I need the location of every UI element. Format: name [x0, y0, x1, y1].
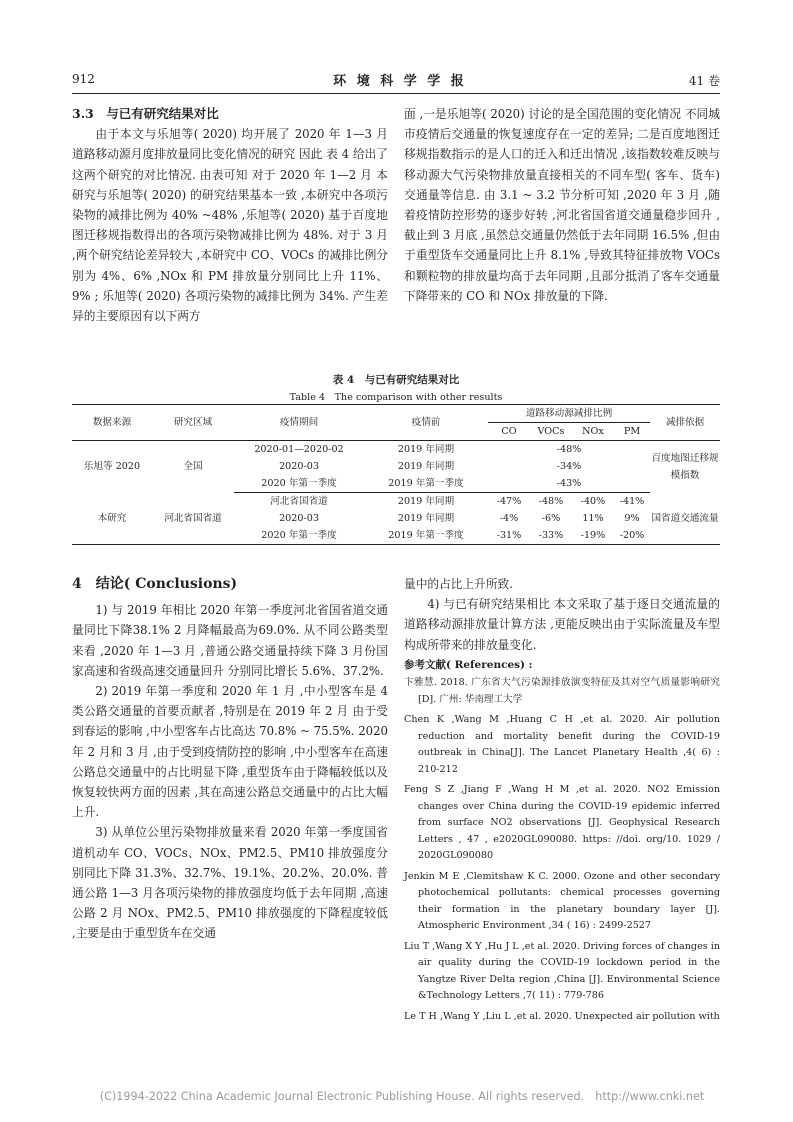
volume-label: 41 卷: [688, 74, 720, 88]
cell-co: -47%: [496, 496, 522, 507]
cell-pre: 2019 年同期: [397, 513, 455, 524]
cell-pm: -41%: [619, 496, 645, 507]
table-row: [72, 493, 720, 511]
table-caption-cn: 表 4 与已有研究结果对比: [332, 374, 460, 386]
conclusion-3: 3) 从单位公里污染物排放量来看 2020 年第一季度国省道机动车 CO、VOCs、NOx、PM2.5、PM10 排放强度分别同比下降 31.3%、32.7%、19.1%、20.2%、20.0%. 普通公路 1—3 月各项污染物的排放强度均低于去年同期 ,高速公路 2 月 NOx、PM2.5、PM10 排放强度的下降程度较低 ,主要是由于重型货车在交通: [72, 825, 388, 941]
header-reduction-group: 道路移动源减排比例: [488, 405, 650, 423]
cell-period: 2020 年第一季度: [234, 475, 364, 493]
right-column-top: [404, 104, 720, 306]
cell-basis: 百度地图迁移规模指数: [651, 452, 719, 481]
page-number: 912: [72, 72, 95, 86]
cell-nox: -40%: [580, 496, 606, 507]
header-nox: NOx: [572, 423, 614, 441]
right-column-bottom: [404, 574, 720, 1029]
cell-vocs: -6%: [541, 513, 561, 524]
cell-vocs: -33%: [530, 527, 572, 545]
header-source: 数据来源: [72, 405, 152, 441]
references-title: 参考文献( References) :: [404, 658, 533, 671]
conclusion-1: 1) 与 2019 年相比 2020 年第一季度河北省国省道交通量同比下降38.1% 2 月降幅最高为69.0%. 从不同公路类型来看 ,2020 年 1—3 月 ,普通公路交通量持续下降 3 月份国家高速和省级高速交通量回升 分别同比增长 5.6%、37.2%.: [72, 603, 388, 678]
reference-item: Feng S Z ,Jiang F ,Wang H M ,et al. 2020. NO2 Emission changes over China during the COVID-19 epidemic inferred from surface NO2 observations [J]. Geophysical Research Letters , 47 , e2020GL090080. https: //doi. org/10. 1029 / 2020GL090080: [404, 784, 720, 862]
cell-pre: 2019 年第一季度: [364, 527, 488, 545]
section-heading-4: 4 结论( Conclusions): [72, 576, 238, 592]
header-rule: [72, 93, 720, 94]
journal-title: 环 境 科 学 学 报: [333, 74, 467, 89]
cell-period: 2020-03: [279, 461, 319, 472]
references-list: [404, 675, 720, 1025]
copyright-footer: (C)1994-2022 China Academic Journal Electronic Publishing House. All rights reserved. http://www.cnki.net: [99, 1090, 705, 1103]
cell-pre: 2019 年同期: [397, 461, 455, 472]
cell-vocs: -48%: [538, 496, 564, 507]
cell-nox: 11%: [582, 513, 604, 524]
reference-item: Liu T ,Wang X Y ,Hu J L ,et al. 2020. Driving forces of changes in air quality during the COVID-19 lockdown period in the Yangtze River Delta region ,China [J]. Environmental Science &Technology Letters ,7( 11) : 779-786: [404, 940, 720, 1002]
left-column-bottom: [72, 574, 388, 944]
cell-basis: 国省道交通流量: [650, 493, 720, 545]
reference-item: Le T H ,Wang Y ,Liu L ,et al. 2020. Unexpected air pollution with: [404, 1010, 720, 1022]
cell-value: -48%: [556, 444, 582, 455]
cell-value: -34%: [556, 461, 582, 472]
cell-region: 河北省国省道: [152, 493, 234, 545]
comparison-table: [72, 404, 720, 545]
reference-item: Jenkin M E ,Clemitshaw K C. 2000. Ozone and other secondary photochemical pollutants: chemical processes governing their formation in the planetary boundary layer [J]. Atmospheric Environment ,34 ( 16) : 2499-2527: [404, 870, 720, 932]
header-epidemic-period: 疫情期间: [234, 405, 364, 441]
reference-item: 卞雅慧. 2018. 广东省大气污染源排放演变特征及其对空气质量影响研究[D]. 广州: 华南理工大学: [404, 677, 720, 705]
cell-period: 2020-03: [279, 513, 319, 524]
cell-co: -4%: [499, 513, 519, 524]
header-basis: 减排依据: [650, 405, 720, 441]
cell-source: 乐旭等 2020: [83, 461, 141, 473]
cell-region: 全国: [183, 461, 203, 473]
cell-pre: 2019 年同期: [397, 496, 455, 507]
header-region: 研究区域: [152, 405, 234, 441]
cell-source: 本研究: [72, 493, 152, 545]
cell-nox: -19%: [572, 527, 614, 545]
conclusion-2: 2) 2019 年第一季度和 2020 年 1 月 ,中小型客车是 4 类公路交通量的首要贡献者 ,特别是在 2019 年 2 月 由于受到春运的影响 ,中小型客车占比高达 70.8% ~ 75.5%. 2020 年 2 月和 3 月 ,由于受到疫情防控的影响 ,中小型客车在高速公路总交通量中的占比明显下降 ,重型货车由于降幅较低以及恢复较快两方面的因素 ,其在高速公路总交通量中的占比大幅上升.: [72, 684, 388, 820]
section-heading-3-3: 3.3 与已有研究结果对比: [72, 106, 219, 121]
cell-co: -31%: [488, 527, 530, 545]
cell-value: -43%: [488, 475, 650, 493]
reference-item: Chen K ,Wang M ,Huang C H ,et al. 2020. Air pollution reduction and mortality benefit during the COVID-19 outbreak in China[J]. The Lancet Planetary Health ,4( 6) : 210-212: [404, 714, 720, 775]
cell-pre: 2019 年同期: [397, 444, 455, 455]
cell-period: 河北省国省道: [270, 496, 328, 507]
conclusion-3-cont: 量中的占比上升所致.: [404, 577, 513, 591]
paragraph-comparison-cont: 面 ,一是乐旭等( 2020) 讨论的是全国范围的变化情况 不同城市疫情后交通量的恢复速度存在一定的差异; 二是百度地图迁移规指数指示的是人口的迁入和迁出情况 ,该指数较难反映与移动源大气污染物排放量直接相关的不同车型( 客车、货车) 交通量等信息. 由 3.1 ~ 3.2 节分析可知 ,2020 年 3 月 ,随着疫情防控形势的逐步好转 ,河北省国省道交通量稳步回升 ,截止到 3 月底 ,虽然总交通量仍然低于去年同期 16.5% ,但由于重型货车交通量同比上升 8.1% ,导致其特征排放物 VOCs 和颗粒物的排放量均高于去年同期 ,且部分抵消了客车交通量下降带来的 CO 和 NOx 排放量的下降.: [404, 107, 721, 303]
cell-pm: 9%: [624, 513, 640, 524]
header-pm: PM: [614, 423, 650, 441]
table-row: [72, 441, 720, 459]
cell-period: 2020 年第一季度: [234, 527, 364, 545]
paragraph-comparison: 由于本文与乐旭等( 2020) 均开展了 2020 年 1—3 月道路移动源月度排放量同比变化情况的研究 因此 表 4 给出了这两个研究的对比情况. 由表可知 对于 2020 年 1—2 月 本研究与乐旭等( 2020) 的研究结果基本一致 ,本研究中各项污染物的减排比例为 40% ~48% ,乐旭等( 2020) 基于百度地图迁移规指数得出的各项污染物减排比例为 48%. 对于 3 月 ,两个研究结论差异较大 ,本研究中 CO、VOCs 的减排比例分别为 4%、6% ,NOx 和 PM 排放量分别同比上升 11%、9% ; 乐旭等( 2020) 各项污染物的减排比例为 34%. 产生差异的主要原因有以下两方: [72, 127, 388, 324]
left-column-top: [72, 104, 388, 326]
cell-pre: 2019 年第一季度: [364, 475, 488, 493]
conclusion-4: 4) 与已有研究结果相比 本文采取了基于逐日交通流量的道路移动源排放量计算方法 ,更能反映出由于实际流量及车型构成所带来的排放量变化.: [404, 597, 720, 652]
table-header-row: [72, 405, 720, 423]
header-vocs: VOCs: [530, 423, 572, 441]
header-co: CO: [488, 423, 530, 441]
table-caption-en: Table 4 The comparison with other results: [289, 392, 503, 403]
cell-pm: -20%: [614, 527, 650, 545]
cell-period: 2020-01—2020-02: [254, 444, 344, 455]
header-pre-epidemic: 疫情前: [364, 405, 488, 441]
